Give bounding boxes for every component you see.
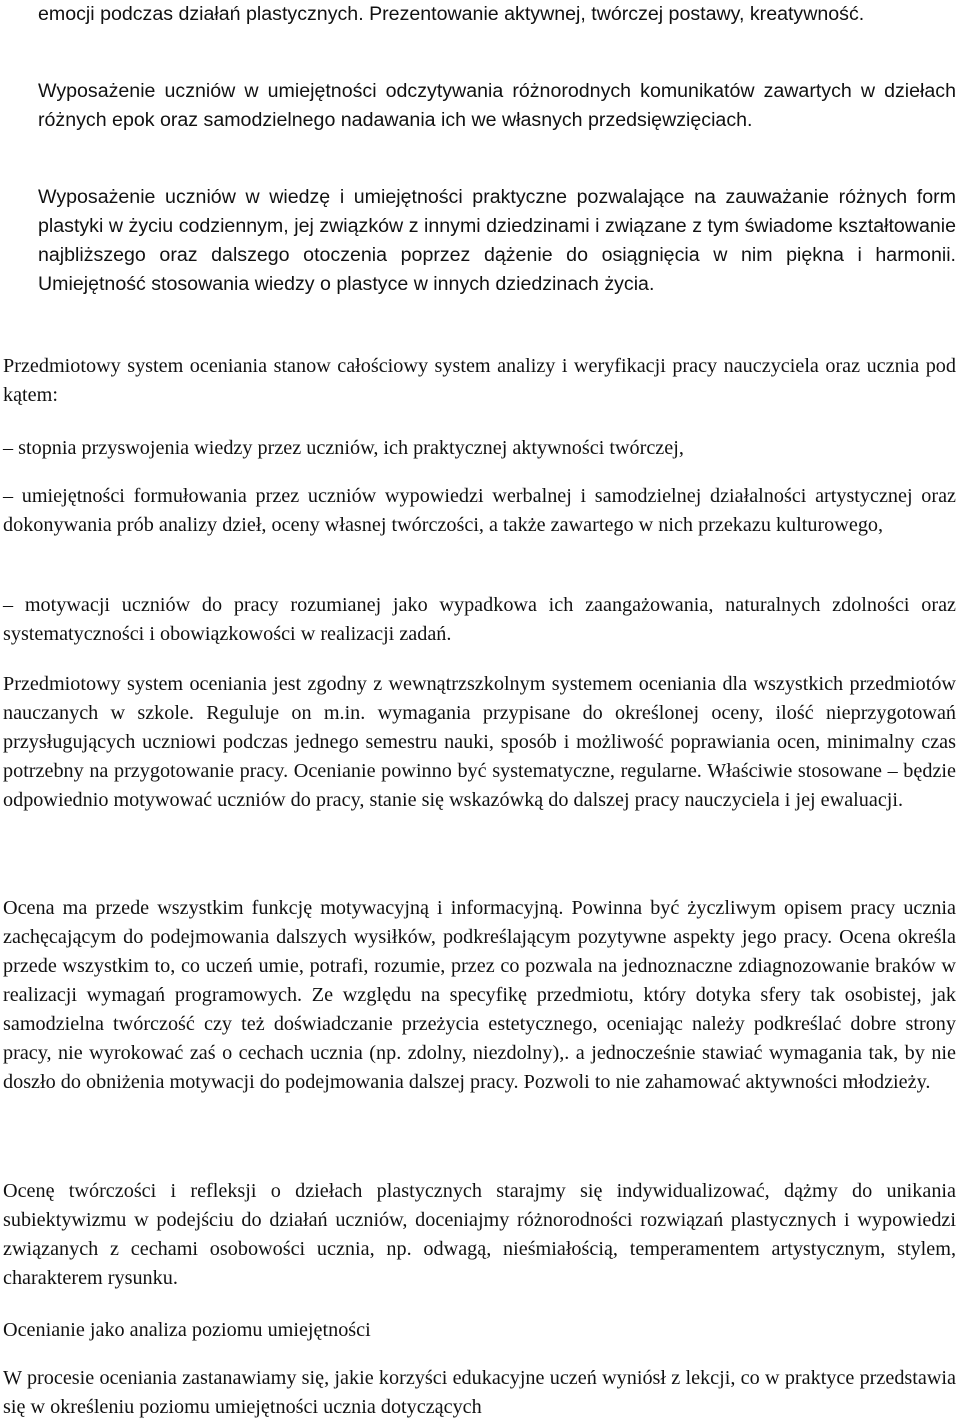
list-item-knowledge: – stopnia przyswojenia wiedzy przez uczniów, ich praktycznej aktywności twórczej, (3, 437, 684, 459)
paragraph-individualization: Ocenę twórczości i refleksji o dziełach plastycznych starajmy się indywidualizować, dążmy do unikania subiektywizmu w podejściu do działań uczniów, doceniajmy różnorodności rozwiązań plastycznych i wypowiedzi związanych z cechami osobowości ucznia, np. odwagą, nieśmiałością, temperamentem artystycznym, stylem, charakterem rysunku. (3, 1180, 956, 1289)
section-heading: Ocenianie jako analiza poziomu umiejętności (3, 1319, 371, 1341)
paragraph-assessment-system: Przedmiotowy system oceniania stanow całościowy system analizy i weryfikacji pracy nauczyciela oraz ucznia pod kątem: (3, 355, 956, 406)
paragraph-assessment-process: W procesie oceniania zastanawiamy się, jakie korzyści edukacyjne uczeń wyniósł z lekcji, co w praktyce przedstawia się w określeniu poziomu umiejętności ucznia dotyczących (3, 1367, 956, 1418)
list-item-motivation: – motywacji uczniów do pracy rozumianej jako wypadkowa ich zaangażowania, naturalnych zdolności oraz systematyczności i obowiązkowości w realizacji zadań. (3, 594, 956, 645)
paragraph-communication-skills: Wyposażenie uczniów w umiejętności odczytywania różnorodnych komunikatów zawartych w dziełach różnych epok oraz samodzielnego nadawania ich we własnych przedsięwzięciach. (38, 80, 956, 131)
paragraph-grade-function: Ocena ma przede wszystkim funkcję motywacyjną i informacyjną. Powinna być życzliwym opisem pracy ucznia zachęcającym do podejmowania dalszych wysiłków, podkreślającym pozytywne aspekty jego pracy. Ocena określa przede wszystkim to, co uczeń umie, potrafi, rozumie, przez co pozwala na jednoznaczne zdiagnozowanie braków w realizacji wymagań programowych. Ze względu na specyfikę przedmiotu, który dotyka sfery tak osobistej, jak samodzielna twórczość czy też doświadczanie przeżycia estetycznego, oceniając należy podkreślać dobre strony pracy, nie wyrokować zaś o cechach ucznia (np. zdolny, niezdolny),. a jednocześnie stawiać wymagania tak, by nie doszło do obniżenia motywacji do podejmowania dalszej pracy. Pozwoli to nie zahamować aktywności młodzieży. (3, 897, 956, 1093)
paragraph-creativity: emocji podczas działań plastycznych. Prezentowanie aktywnej, twórczej postawy, kreatywność. (38, 3, 865, 25)
paragraph-practical-knowledge: Wyposażenie uczniów w wiedzę i umiejętności praktyczne pozwalające na zauważanie różnych form plastyki w życiu codziennym, jej związków z innymi dziedzinami i związane z tym świadome kształtowanie najbliższego oraz dalszego otoczenia poprzez dążenie do osiągnięcia w nim piękna i harmonii. Umiejętność stosowania wiedzy o plastyce w innych dziedzinach życia. (38, 186, 956, 295)
paragraph-internal-rules: Przedmiotowy system oceniania jest zgodny z wewnątrzszkolnym systemem oceniania dla wszystkich przedmiotów nauczanych w szkole. Reguluje on m.in. wymagania przypisane do określonej oceny, ilość nieprzygotowań przysługujących uczniowi podczas jednego semestru nauki, sposób i możliwość poprawiania ocen, minimalny czas potrzebny na przygotowanie pracy. Ocenianie powinno być systematyczne, regularne. Właściwie stosowane – będzie odpowiednio motywować uczniów do pracy, stanie się wskazówką do dalszej pracy nauczyciela i jej ewaluacji. (3, 673, 956, 811)
list-item-skills: – umiejętności formułowania przez uczniów wypowiedzi werbalnej i samodzielnej działalności artystycznej oraz dokonywania prób analizy dzieł, oceny własnej twórczości, a także zawartego w nich przekazu kulturowego, (3, 485, 956, 536)
